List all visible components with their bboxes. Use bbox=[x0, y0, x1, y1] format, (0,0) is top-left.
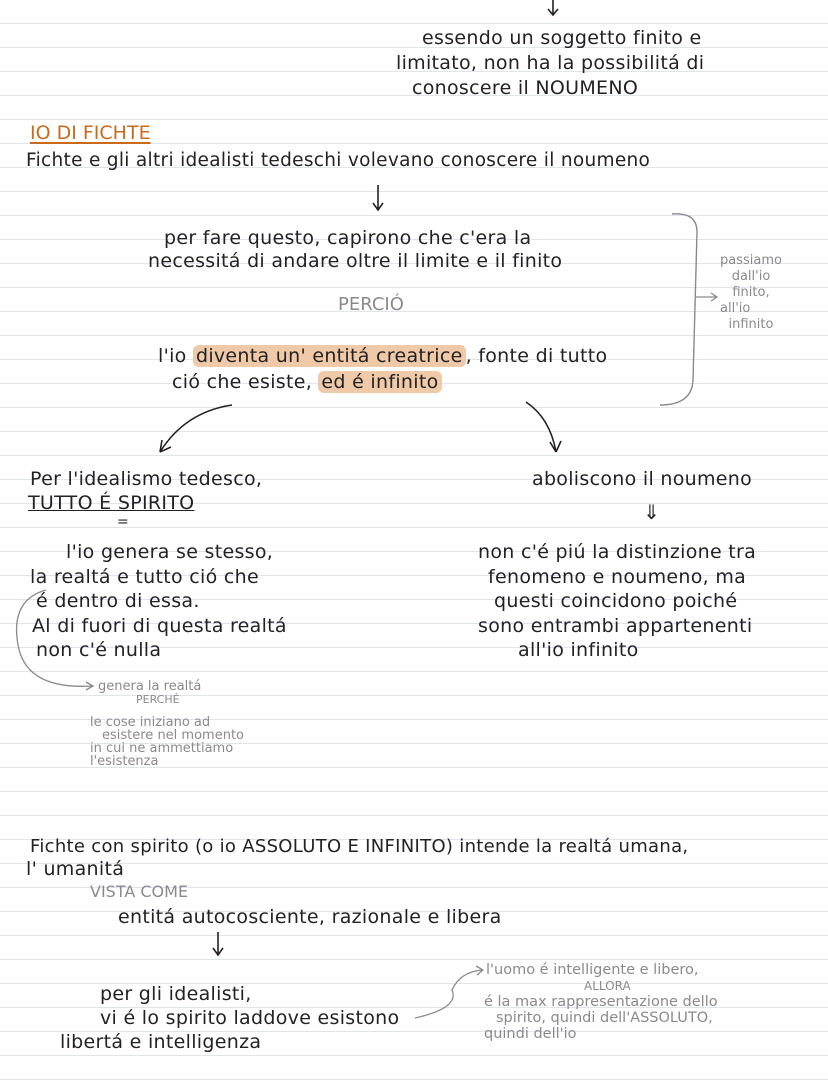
middle-line-1: per fare questo, capirono che c'era la bbox=[164, 227, 532, 249]
implies-icon: ⇓ bbox=[643, 500, 660, 524]
left-note bbox=[98, 680, 201, 706]
section-title: IO DI FICHTE bbox=[30, 122, 151, 144]
side-note-line: finito, bbox=[732, 285, 770, 300]
bottom-line-1: Fichte con spirito (o io ASSOLUTO E INFINITO) intende la realtá umana, bbox=[30, 836, 689, 857]
bottom-right-line: ALLORA bbox=[584, 979, 631, 993]
side-note-line: passiamo bbox=[720, 253, 782, 268]
down-arrow-icon bbox=[373, 185, 383, 210]
middle-line-4 bbox=[172, 371, 442, 393]
intro-line: Fichte e gli altri idealisti tedeschi volevano conoscere il noumeno bbox=[26, 150, 651, 171]
middle-line-4-prefix: ció che esiste, bbox=[172, 371, 313, 393]
right-line: questi coincidono poiché bbox=[494, 590, 738, 612]
vista-come-label: VISTA COME bbox=[90, 882, 189, 901]
bottom-line-2: l' umanitá bbox=[26, 858, 125, 880]
bracket-brace bbox=[660, 214, 697, 405]
right-line: fenomeno e noumeno, ma bbox=[488, 565, 747, 588]
right-curve-arrow-icon bbox=[526, 402, 561, 452]
left-curve-arrow-icon bbox=[160, 405, 232, 452]
side-note bbox=[720, 253, 782, 333]
side-arrow-icon bbox=[696, 293, 717, 301]
left-note-line: le cose iniziano ad bbox=[90, 715, 211, 730]
bottom-right-line: é la max rappresentazione dello bbox=[484, 994, 718, 1010]
highlight-infinito: ed é infinito bbox=[318, 371, 441, 393]
top-block bbox=[396, 26, 704, 101]
right-heading: aboliscono il noumeno bbox=[532, 468, 753, 490]
bottom-left-line: libertá e intelligenza bbox=[60, 1031, 262, 1053]
left-heading-1: Per l'idealismo tedesco, bbox=[30, 468, 263, 490]
side-note-line: infinito bbox=[728, 317, 774, 332]
bottom-left-block bbox=[60, 982, 399, 1054]
bottom-right-line: spirito, quindi dell'ASSOLUTO, bbox=[496, 1010, 713, 1026]
left-line: l'io genera se stesso, bbox=[66, 541, 274, 563]
top-line: essendo un soggetto finito e bbox=[422, 27, 702, 49]
right-paragraph bbox=[478, 540, 756, 663]
left-paragraph bbox=[30, 540, 287, 663]
bottom-right-line: l'uomo é intelligente e libero, bbox=[486, 962, 699, 978]
left-line: Al di fuori di questa realtá bbox=[32, 614, 287, 637]
down-arrow-icon bbox=[548, 0, 558, 15]
bottom-left-line: per gli idealisti, bbox=[100, 983, 252, 1005]
middle-line-3-prefix: l'io bbox=[158, 345, 187, 367]
left-note-sub: PERCHÉ bbox=[136, 693, 180, 706]
left-equals: = bbox=[117, 514, 129, 530]
bottom-left-line: vi é lo spirito laddove esistono bbox=[100, 1007, 400, 1029]
top-line: conoscere il NOUMENO bbox=[412, 77, 639, 99]
right-line: sono entrambi appartenenti bbox=[478, 614, 753, 637]
bottom-right-line: quindi dell'io bbox=[484, 1026, 577, 1042]
bottom-right-note bbox=[484, 962, 718, 1042]
left-line: é dentro di essa. bbox=[36, 590, 200, 612]
side-note-line: all'io bbox=[720, 301, 751, 316]
middle-line-2: necessitá di andare oltre il limite e il finito bbox=[148, 250, 563, 272]
highlight-creatrice: diventa un' entitá creatrice bbox=[193, 345, 466, 367]
top-line: limitato, non ha la possibilitá di bbox=[396, 52, 705, 74]
left-note-line: in cui ne ammettiamo bbox=[90, 741, 234, 756]
right-line: non c'é piú la distinzione tra bbox=[478, 541, 757, 563]
bottom-line-3: entitá autocosciente, razionale e libera bbox=[118, 906, 502, 928]
left-note-line: l'esistenza bbox=[90, 754, 159, 769]
down-arrow-icon bbox=[213, 932, 223, 955]
left-note-body bbox=[90, 716, 244, 768]
left-note-title: genera la realtá bbox=[98, 679, 202, 694]
left-line: la realtá e tutto ció che bbox=[30, 565, 259, 588]
left-note-line: esistere nel momento bbox=[102, 728, 244, 743]
middle-line-3-suffix: , fonte di tutto bbox=[465, 345, 608, 367]
side-note-line: dall'io bbox=[731, 269, 771, 284]
right-line: all'io infinito bbox=[518, 639, 639, 661]
percio-label: PERCIÓ bbox=[338, 294, 404, 315]
bottom-connector-arrow-icon bbox=[415, 966, 483, 1018]
middle-line-3 bbox=[158, 345, 607, 367]
left-line: non c'é nulla bbox=[36, 639, 162, 661]
left-heading-2: TUTTO É SPIRITO bbox=[28, 492, 195, 514]
